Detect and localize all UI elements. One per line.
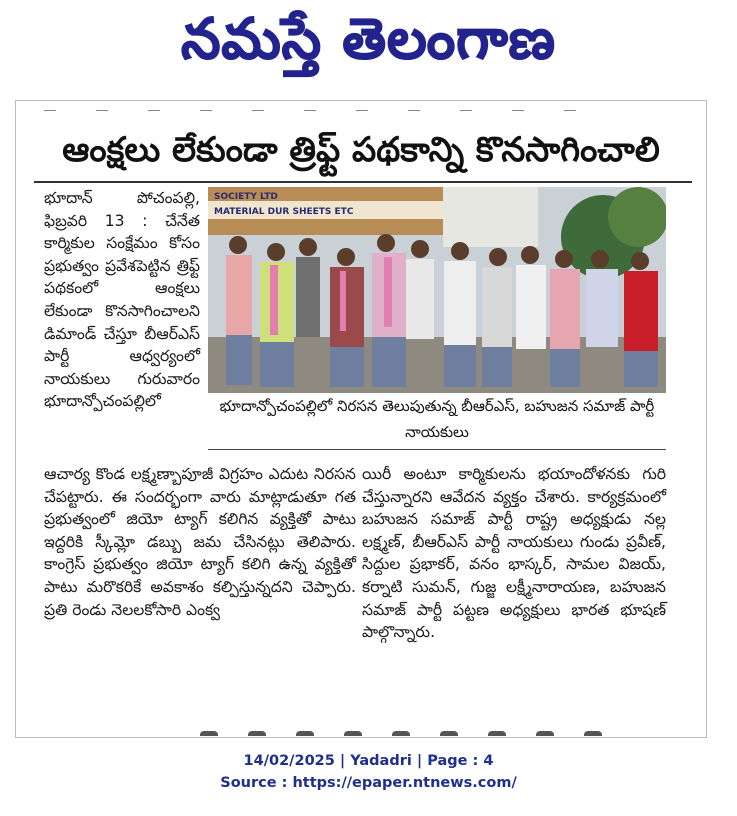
article-paragraph: యిరీ అంటూ కార్మికులను భయాందోళనకు గురి చేస్తున్నారని ఆవేదన వ్యక్తం చేశారు. కార్యక్రమంలో బహుజన సమాజ్ పార్టీ రాష్ట్ర అధ్యక్షుడు నల్ల లక్ష్మణ్, బీఆర్ఎస్ పార్టీ నాయకులు గుండు ప్రవీణ్, సిద్దుల ప్రభాకర్, వనం భాస్కర్, సామల విజయ్, కర్నాటి సుమన్, గుజ్జ లక్ష్మీనారాయణ, బహుజన సమాజ్ పార్టీ పట్టణ అధ్యక్షులు భారత భూషణ్ పాల్గొన్నారు. [362, 465, 666, 642]
footer-date-edition-page: 14/02/2025 | Yadadri | Page : 4 [243, 753, 494, 769]
article-headline: ఆంక్షలు లేకుండా త్రిఫ్ట్ పథకాన్ని కొనసాగించాలి [62, 130, 660, 170]
cut-off-text-bottom [200, 724, 640, 736]
footer [0, 750, 737, 794]
article-photo [208, 187, 666, 393]
article-column-1-bottom [44, 463, 356, 715]
newspaper-logo: నమస్తే తెలంగాణ [181, 7, 556, 72]
headline-rule [34, 181, 692, 183]
cut-off-text-top [44, 101, 684, 111]
article-paragraph: భూదాన్ పోచంపల్లి, ఫిబ్రవరి 13 : చేనేత కార్మికుల సంక్షేమం కోసం ప్రభుత్వం ప్రవేశపెట్టిన త్రిఫ్ట్ పథకంలో ఆంక్షలు లేకుండా కొనసాగించాలని డిమాండ్ చేస్తూ బీఆర్ఎస్ పార్టీ ఆధ్వర్యంలో నాయకులు గురువారం భూదాన్పోచంపల్లిలో [44, 189, 200, 411]
masthead [0, 0, 737, 100]
article-paragraph: ఆచార్య కొండ లక్ష్మణ్బాపూజీ విగ్రహం ఎదుట నిరసన చేపట్టారు. ఈ సందర్భంగా వారు మాట్లాడుతూ గత ప్రభుత్వంలో జియో ట్యాగ్ కలిగిన వ్యక్తితో పాటు ఇద్దరికి స్కీమ్లో డబ్బు జమ చేసినట్లు తెలిపారు. కాంగ్రెస్ ప్రభుత్వం జియో ట్యాగ్ కలిగి ఉన్న వ్యక్తితో పాటు మరొకరికే అవకాశం కల్పిస్తున్నదని చెప్పారు. ప్రతి రెండు నెలలకోసారి ఎంక్వ [44, 465, 356, 619]
article-column-2 [362, 463, 666, 715]
photo-caption: భూదాన్పోచంపల్లిలో నిరసన తెలుపుతున్న బీఆర్ఎస్, బహుజన సమాజ్ పార్టీ నాయకులు [208, 393, 666, 450]
protest-photo-illustration [208, 187, 666, 393]
photo-sign: MATERIAL DUR SHEETS ETC [214, 207, 354, 217]
photo-sign-top: SOCIETY LTD [214, 192, 278, 202]
footer-source: Source : https://epaper.ntnews.com/ [220, 775, 517, 791]
article-column-1-top [44, 187, 200, 459]
article-clipping [15, 100, 707, 738]
